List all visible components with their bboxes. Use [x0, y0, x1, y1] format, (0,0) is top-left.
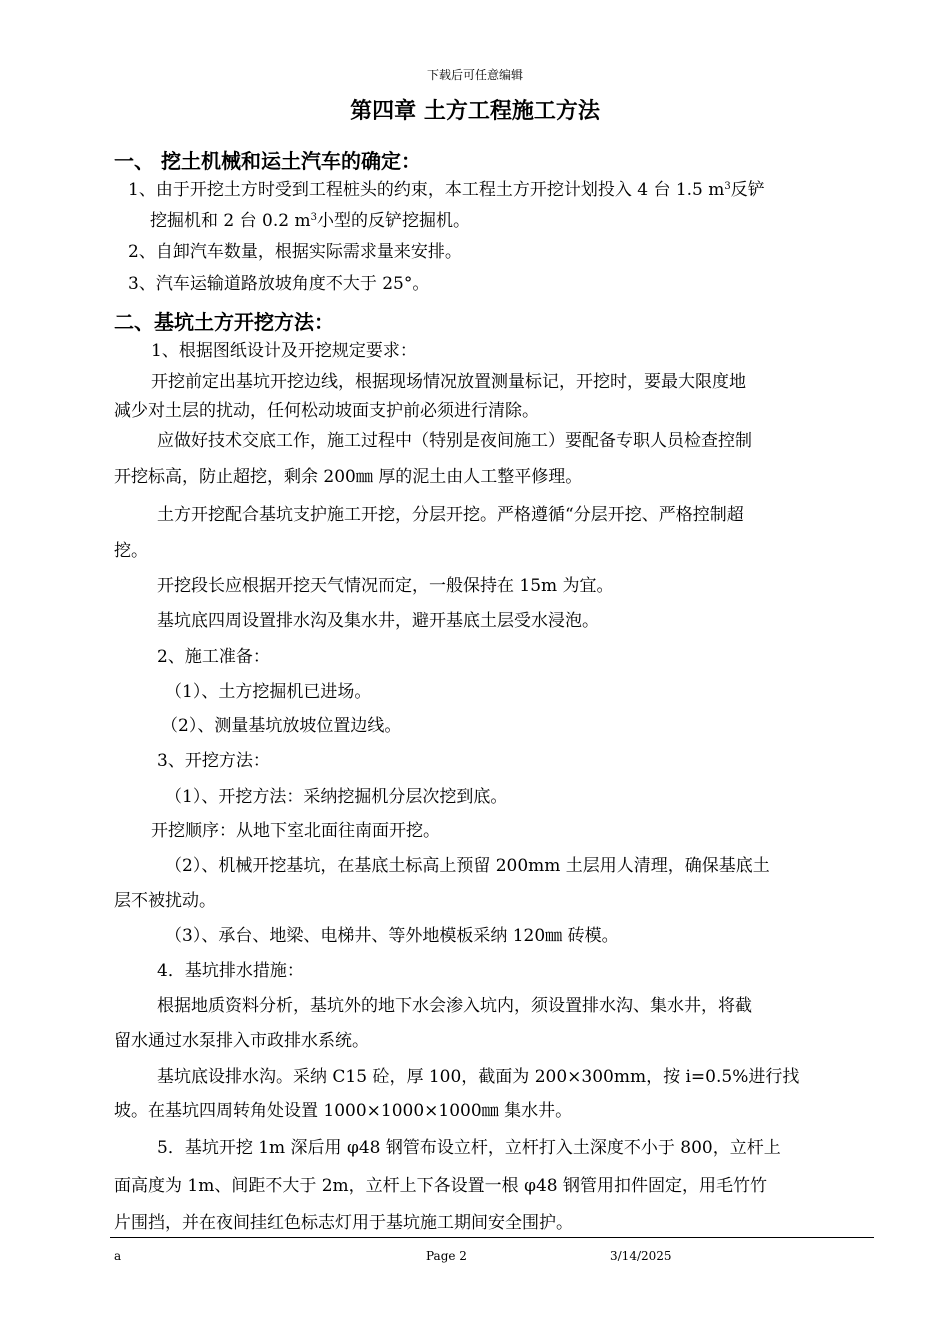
paragraph-line: 基坑底设排水沟。采纳 C15 砼，厚 100，截面为 200×300mm，按 i=0.5%进行找 — [157, 1067, 800, 1087]
paragraph-line: （1）、开挖方法：采纳挖掘机分层次挖到底。 — [165, 787, 508, 807]
paragraph-line: 土方开挖配合基坑支护施工开挖，分层开挖。严格遵循“分层开挖、严格控制超 — [157, 505, 744, 525]
paragraph-line: 层不被扰动。 — [114, 891, 216, 911]
header-note: 下载后可任意编辑 — [426, 68, 523, 82]
chapter-title: 第四章 土方工程施工方法 — [350, 98, 600, 124]
footer-date: 3/14/2025 — [610, 1249, 672, 1263]
section1-item1-line2: 挖掘机和 2 台 0.2 $m^3$小型的反铲挖掘机。 — [150, 211, 470, 231]
footer-divider — [110, 1237, 874, 1238]
paragraph-line: 坡。在基坑四周转角处设置 1000×1000×1000㎜ 集水井。 — [114, 1101, 573, 1121]
paragraph-line: （2）、机械开挖基坑，在基底土标高上预留 200mm 土层用人清理，确保基底土 — [165, 856, 770, 876]
paragraph-line: 挖。 — [114, 541, 148, 561]
paragraph-line: 开挖标高，防止超挖，剩余 200㎜ 厚的泥土由人工整平修理。 — [114, 467, 583, 487]
paragraph-line: 开挖前定出基坑开挖边线，根据现场情况放置测量标记，开挖时，要最大限度地 — [151, 372, 746, 392]
paragraph-line: 根据地质资料分析，基坑外的地下水会渗入坑内，须设置排水沟、集水井，将截 — [157, 996, 752, 1016]
paragraph-line: （1）、土方挖掘机已进场。 — [165, 682, 372, 702]
paragraph-line: 留水通过水泵排入市政排水系统。 — [114, 1031, 369, 1051]
paragraph-line: 减少对土层的扰动，任何松动坡面支护前必须进行清除。 — [114, 401, 539, 421]
paragraph-line: 开挖顺序：从地下室北面往南面开挖。 — [151, 821, 440, 841]
section1-item2: 2、自卸汽车数量，根据实际需求量来安排。 — [128, 242, 462, 262]
paragraph-line: 面高度为 1m、间距不大于 2m，立杆上下各设置一根 φ48 钢管用扣件固定，用毛竹竹 — [114, 1176, 768, 1196]
footer-left-text: a — [114, 1249, 122, 1263]
section1-title: 一、 挖土机械和运土汽车的确定： — [114, 149, 421, 173]
paragraph-line: 5．基坑开挖 1m 深后用 φ48 钢管布设立杆，立杆打入土深度不小于 800，立杆上 — [157, 1138, 781, 1158]
section2-title: 二、基坑土方开挖方法： — [114, 310, 334, 334]
paragraph-line: 1、根据图纸设计及开挖规定要求： — [151, 341, 417, 361]
paragraph-line: 片围挡，并在夜间挂红色标志灯用于基坑施工期间安全围护。 — [114, 1213, 573, 1233]
paragraph-line: 4．基坑排水措施： — [157, 961, 304, 981]
paragraph-line: （3）、承台、地梁、电梯井、等外地模板采纳 120㎜ 砖模。 — [165, 926, 619, 946]
paragraph-line: （2）、测量基坑放坡位置边线。 — [161, 716, 402, 736]
paragraph-line: 3、开挖方法： — [157, 751, 270, 771]
footer-page-number: Page 2 — [426, 1249, 467, 1263]
section1-item3: 3、汽车运输道路放坡角度不大于 25°。 — [128, 274, 430, 294]
section1-item1-line1: 1、由于开挖土方时受到工程桩头的约束，本工程土方开挖计划投入 4 台 1.5 $m^3$反铲 — [128, 180, 765, 200]
paragraph-line: 基坑底四周设置排水沟及集水井，避开基底土层受水浸泡。 — [157, 611, 599, 631]
paragraph-line: 应做好技术交底工作，施工过程中（特别是夜间施工）要配备专职人员检查控制 — [157, 431, 752, 451]
paragraph-line: 开挖段长应根据开挖天气情况而定，一般保持在 15m 为宜。 — [157, 576, 614, 596]
paragraph-line: 2、施工准备： — [157, 647, 270, 667]
